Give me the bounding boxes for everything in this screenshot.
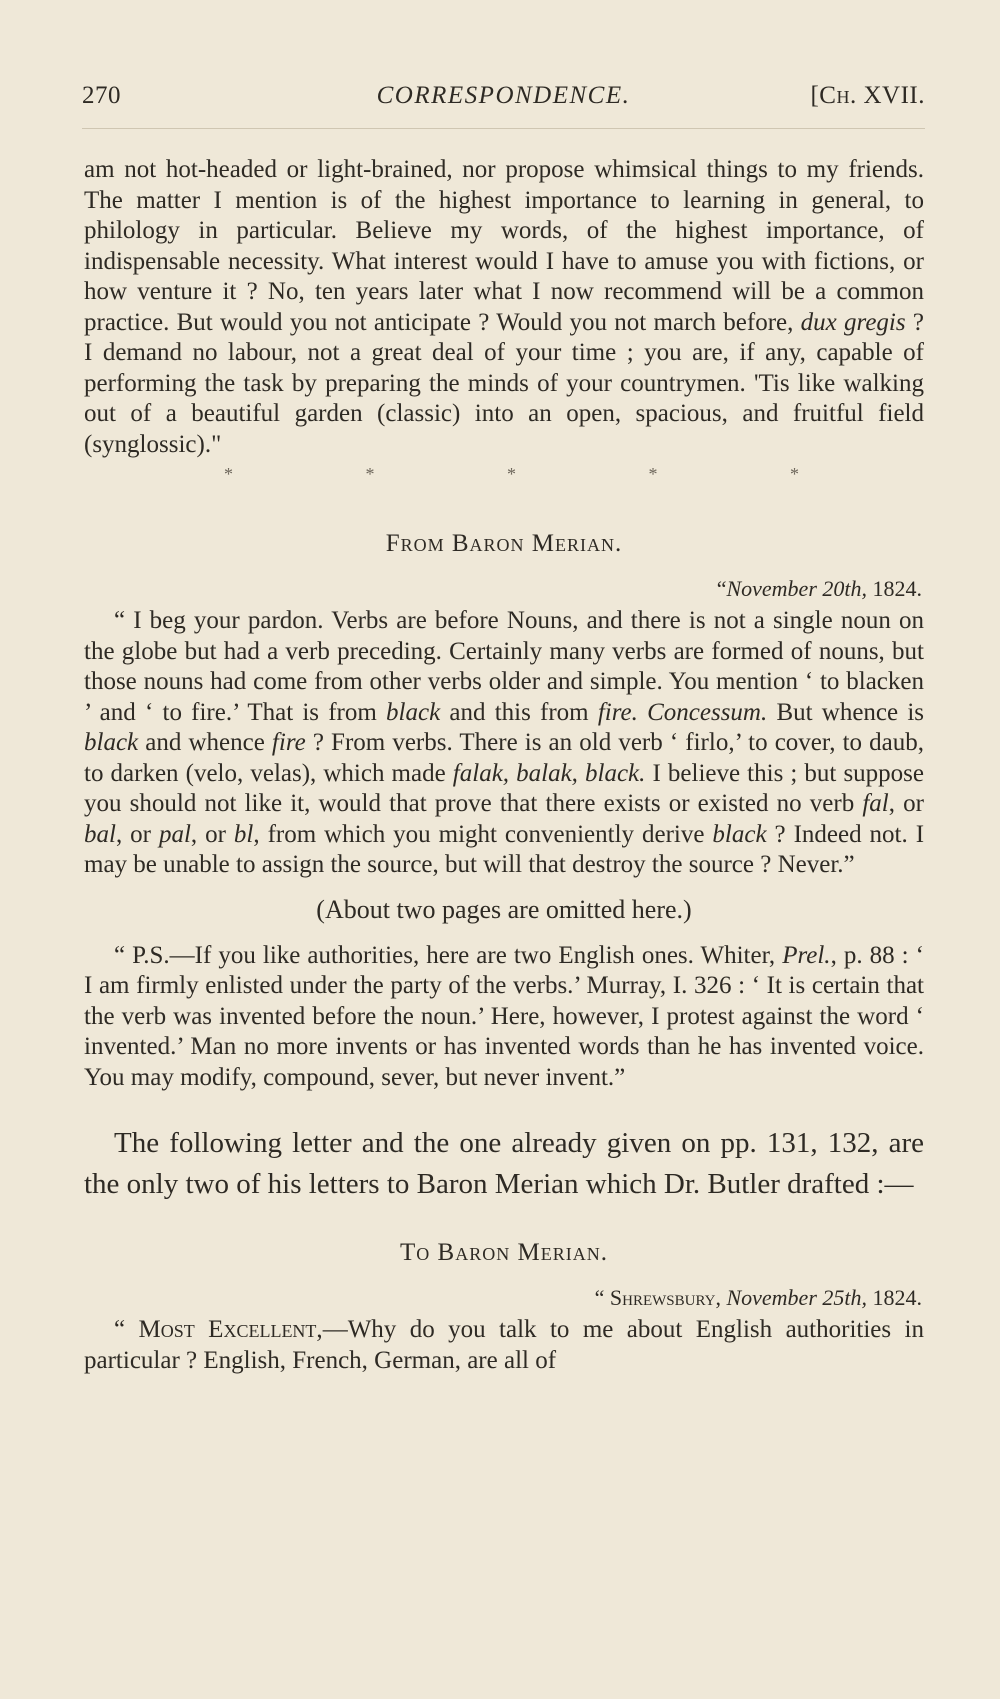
postscript-paragraph — [84, 941, 924, 1094]
text-run: “ Shrewsbury, — [594, 1285, 727, 1310]
narrative-block — [84, 1123, 924, 1205]
italic-phrase: November 25th, — [726, 1285, 867, 1310]
italic-phrase: pal — [158, 820, 191, 848]
text-run: I believe this ; but suppose you should not like it, would that prove that there exists or existed no verb — [84, 759, 925, 817]
text-run — [638, 699, 647, 726]
chapter-label: [Ch. XVII. — [810, 82, 925, 109]
italic-phrase: bal — [84, 820, 116, 848]
italic-phrase: fire. — [597, 698, 638, 726]
star: * — [507, 464, 516, 484]
text-run: ? I demand no labour, not a great deal of your time ; you are, if any, capable of performing the task by preparing the minds of your countrymen. 'Tis like walking out of a beautiful garden (classic) into an open, spacious, and fruitful field (synglossic)." — [84, 308, 924, 458]
letter-heading: To Baron Merian. — [400, 1239, 608, 1266]
text-run: ? Indeed not. I may be unable to assign the source, but will that destroy the source ? Never.” — [84, 820, 925, 878]
letter-dateline — [84, 576, 924, 606]
text-run: 1824. — [867, 1285, 922, 1310]
italic-phrase: fal — [862, 790, 889, 817]
letter-paragraph — [84, 606, 924, 881]
section-break-stars — [84, 460, 924, 488]
italic-phrase: Concessum. — [647, 698, 768, 726]
italic-phrase: Prel. — [782, 941, 831, 969]
continued-letter-paragraph — [84, 155, 924, 460]
narrative-paragraph: The following letter and the one already given on pp. 131, 132, are the only two of his letters to Baron Merian which Dr. Butler drafted :— — [84, 1127, 924, 1200]
text-run: , p. 88 : ‘ I am firmly enlisted under the party of the verbs.’ Murray, I. 326 : ‘ It is certain that the verb was invented before the noun.’ Here, however, I protest against the word ‘ invented.’ Man no more invents or has invented words than he has invented voice. You may modify, compound, sever, but never invent.” — [84, 941, 924, 1091]
text-run: , or — [190, 820, 234, 848]
text-run: 1824. — [867, 576, 922, 601]
running-header — [82, 72, 925, 122]
text-run: But whence is — [767, 698, 925, 726]
star: * — [365, 464, 375, 484]
text-run: ? From verbs. There is an old verb ‘ firlo,’ to cover, to daub, to darken (velo, velas), which made — [84, 729, 924, 787]
italic-phrase: black — [712, 820, 767, 848]
letter-dateline — [84, 1285, 924, 1315]
running-title: CORRESPONDENCE. — [376, 82, 631, 109]
text-run: , or — [115, 820, 159, 848]
text-run: am not hot-headed or light-brained, nor propose whimsical things to my friends. The matter I mention is of the highest importance to learning in general, to philology in particular. Believe my words, of the highest importance, of indispensable necessity. What interest would I have to amuse you with fictions, or how venture it ? No, ten years later what I now recommend will be a common practice. But would you not anticipate ? Would you not march before, — [84, 156, 924, 336]
salutation: “ Most Excellent, — [114, 1316, 323, 1343]
text-run: “ I beg your pardon. Verbs are before Nouns, and there is not a single noun on the globe but had a verb preceding. Certainly many verbs are formed of nouns, but those nouns had come from other verbs older and simple. You mention ‘ to blacken ’ and ‘ to fire.’ That is from — [84, 607, 924, 726]
header-rule — [82, 128, 925, 129]
italic-phrase: fire — [271, 729, 306, 756]
italic-phrase: black — [84, 729, 139, 756]
star: * — [790, 464, 799, 484]
italic-phrase: November 20th, — [726, 576, 867, 601]
text-run: —Why do you talk to me about English authorities in particular ? English, French, German, are all of — [84, 1316, 924, 1374]
omission-note: (About two pages are omitted here.) — [316, 894, 692, 924]
page-body — [84, 155, 924, 1376]
italic-phrase: bl — [233, 820, 254, 848]
star: * — [224, 464, 233, 484]
text-run: and whence — [138, 729, 272, 756]
italic-phrase: black — [386, 698, 441, 726]
text-run: “ P.S.—If you like authorities, here are two English ones. Whiter, — [114, 941, 783, 969]
page-number: 270 — [82, 82, 121, 109]
letter-paragraph — [84, 1315, 924, 1376]
letter-heading: From Baron Merian. — [385, 530, 623, 557]
text-run: , or — [888, 790, 924, 817]
text-run: and this from — [440, 698, 598, 726]
italic-phrase: falak, balak, black. — [452, 759, 646, 787]
text-run: , from which you might conveniently derive — [253, 820, 713, 848]
star: * — [648, 464, 658, 484]
text-run: “ — [716, 576, 727, 601]
italic-phrase: dux gregis — [800, 308, 906, 336]
